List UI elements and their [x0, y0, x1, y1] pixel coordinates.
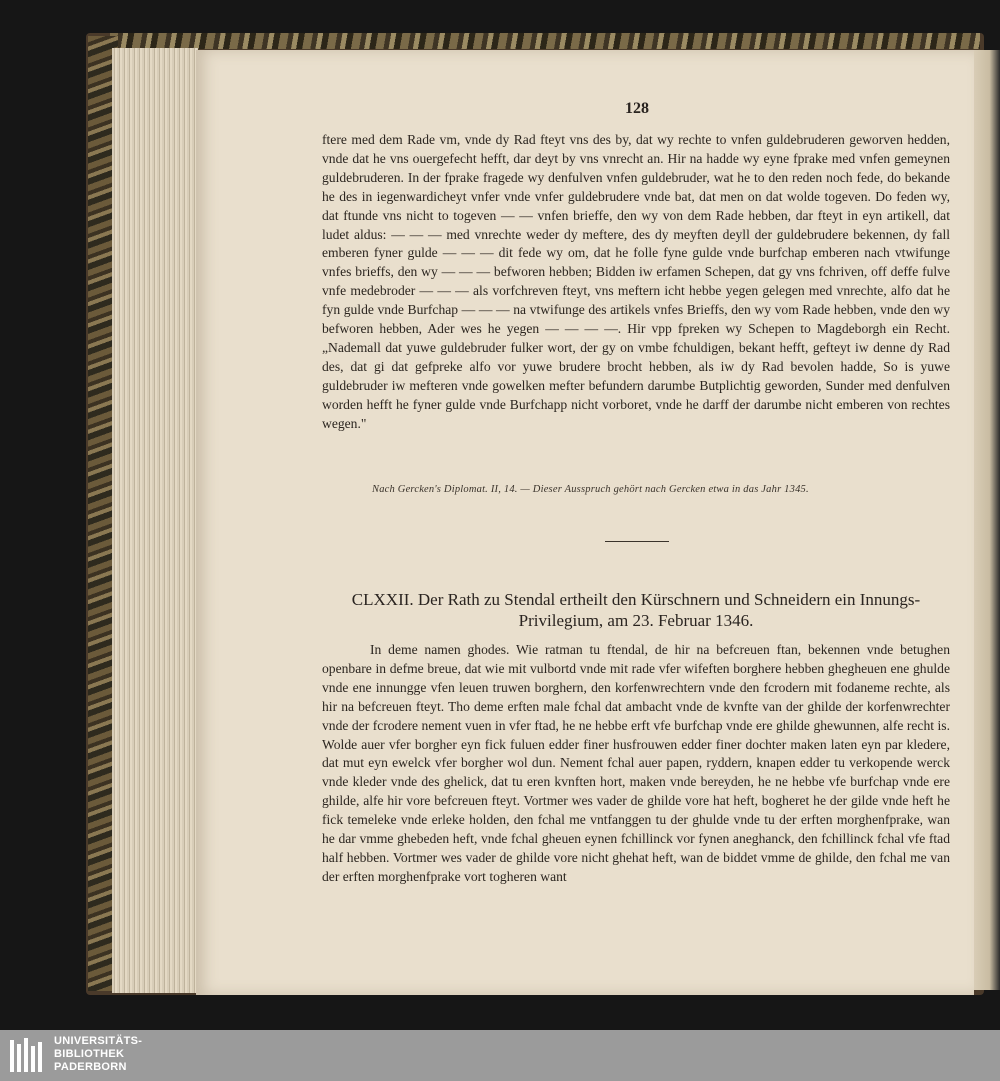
section-heading [322, 589, 950, 631]
library-logo-icon [8, 1034, 46, 1077]
library-name-line-3: PADERBORN [54, 1061, 127, 1073]
section-divider [605, 541, 669, 542]
marbled-top-edge [110, 33, 980, 49]
library-name-line-2: BIBLIOTHEK [54, 1048, 125, 1060]
heading-line-1: CLXXII. Der Rath zu Stendal ertheilt den Kürschnern und Schneidern ein Innungs- [351, 590, 921, 609]
page-number: 128 [625, 100, 649, 117]
page-right-edge [974, 50, 1000, 990]
library-footer [0, 1030, 1000, 1081]
heading-line-2: Privilegium, am 23. Februar 1346. [518, 611, 754, 630]
paragraph-letter: ftere med dem Rade vm, vnde dy Rad fteyt vns des by, dat wy rechte to vnfen guldebruderen geworven hedden, vnde dat he vns ouergefecht hefft, dar deyt by vns vnrecht an. Hir na hadde wy eyne fprake med vnfen gemeynen guldebruderen. In der fprake fragede wy denfulven vnfen guldebruder, wat he to den reden noch fede, do bekande he des in iegenwardicheyt vnfer vnde vnfer guldebrudere vnde bat, dat men on dat wolde togeven. Do feden wy, dat ftunde vns nicht to togeven — — vnfen brieffe, den wy von dem Rade hebben, dar fteyt in eyn artikell, dat ludet aldus: — — — med vnrechte weder dy meftere, des dy meyften deyll der guldebrudere bekennen, dy fall emberen fyner gulde — — — dit fede wy om, dat he folle fyne gulde vnde burfchap emberen nach vtwifunge vnfes brieffs, den wy — — — befworen hebben; Bidden iw erfamen Schepen, dat gy vns fchriven, off deffe fulve vnfe medebroder — — — als vorfchreven fteyt, vns meftern icht hebbe yegen gelegen med vnrechte, alfo dat he fyn gulde vnde Burfchap — — — na vtwifunge des artikels vnfes Brieffs, den wy vom Rade hebben, vnde den wy befworen hebben, Ader wes he yegen — — — —. Hir vpp fpreken wy Schepen to Magdeborgh ein Recht. „Nademall dat yuwe guldebruder fulker wort, der gy on vmbe fchuldigen, bekant hefft, gefteyt iw denne dy Rad des, dat gi dat gefpreke alfo vor yuwe brudere brocht hebben, als iw dy Rad bevolen hadde, So is yuwe guldebruder iw mefteren vnde gowelken mefter befundern darumbe Butplichtig geworden, Sunder med denfulven worden hefft he fyner gulde vnde Burfchapp nicht vorboret, vnde he darff der darumbe nicht emberen von rechtes wegen." [322, 132, 950, 431]
page-stack [112, 48, 198, 993]
paragraph-charter: In deme namen ghodes. Wie ratman tu ftendal, de hir na befcreuen ftan, bekennen vnde betughen openbare in defme breue, dat wie mit vulbortd vnde mit rade vfer wifeften borghere hebben ghegheuen ene ghulde vnde ene innungge vfen leuen truwen borghern, den korfenwrechtern vnde den fcrodern mit fodaneme rechte, als hir na befcreuen fteyt. Tho deme erften male fchal dat ambacht vnde de kvnfte van der ghilde der korfenwrechter vnde der fcrodere nement vuen in vfer ftad, he ne hebbe erft vfe burfchap vnde ere ghilde ghewunnen, alfe recht is. Wolde auer vfer borgher eyn fick fuluen edder finer husfrouwen edder finer dochter maken laten eyn par kledere, dat mut eyn ewelck vfer borgher wol dun. Nement fchal auer papen, ryddern, knapen edder tu verkopende werck vnde kleder vnde des ghelick, dat tu eren kvnften hort, maken vnde bereyden, he ne hebbe vfe burfchap vnde ere ghilde, alfe hir vore befcreuen fteyt. Vortmer wes vader de ghilde vore hat heft, bogheret he der gilde vnde heft he fick temeleke vnde erleke holden, den fchal me vntfanggen tu der ghulde vnde tu der erften morghenfprake, wan he dar vmme ghebeden heft, vnde fchal gheuen eynen fchillinck vor fynen aneghanck, den fchillinck fchal vfe ftad half hebben. Vortmer wes vader de ghilde vore nicht ghehat heft, wan de biddet vmme de ghilde, den fchal me van der erften morghenfprake vort togheren want [322, 642, 950, 884]
library-name [54, 1035, 142, 1074]
source-note: Nach Gercken's Diplomat. II, 14. — Dieser Ausspruch gehört nach Gercken etwa in das Jahr 1345. [372, 484, 809, 495]
library-name-line-1: UNIVERSITÄTS- [54, 1035, 143, 1047]
